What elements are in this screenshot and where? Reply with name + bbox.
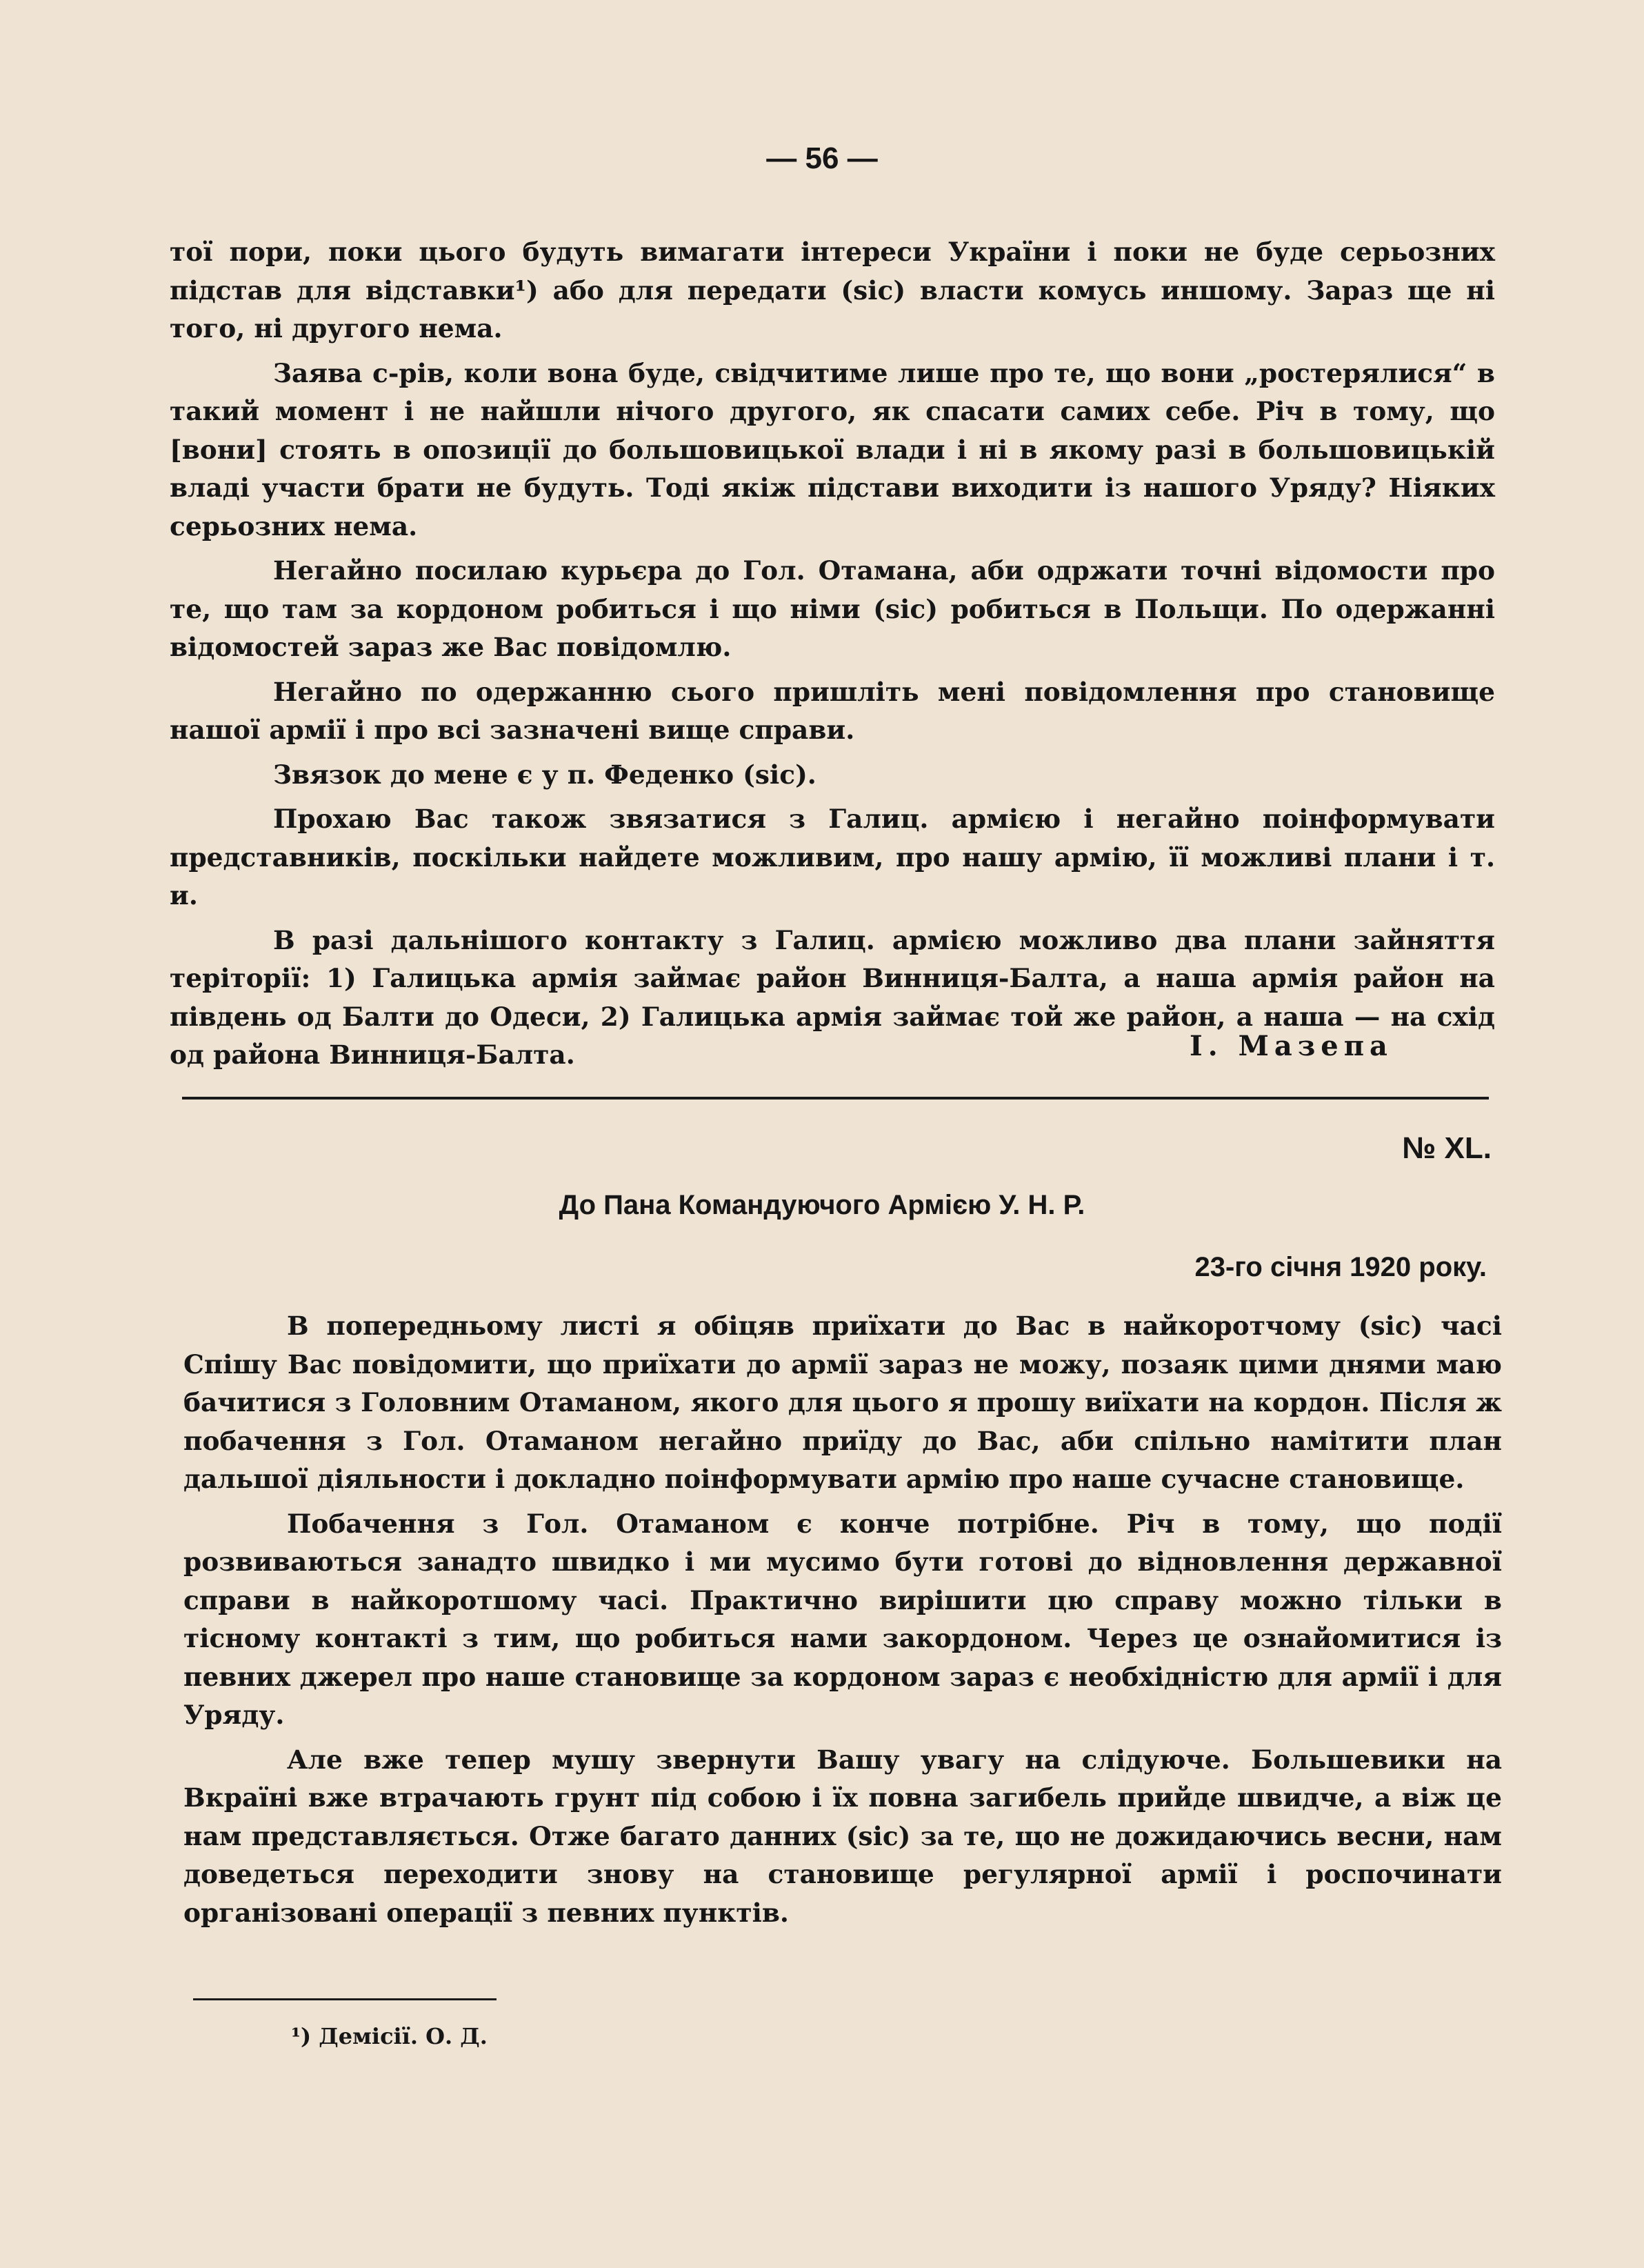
letter-body [183, 1307, 1502, 1938]
paragraph: Прохаю Вас також звязатися з Галиц. армією і негайно поінформувати представників, поскільки найдете можливим, про нашу армію, її можливі плани і т. и. [170, 804, 1495, 911]
paragraph: Побачення з Гол. Отаманом є конче потрібне. Річ в тому, що події розвиваються занадто швидко і ми мусимо бути готові до відновлення державної справи в найкоротшому часі. Практично вирішити цю справу можно тільки в тісному контакті з тим, що робиться нами закордоном. Через це ознайомитися із певних джерел про наше становище за кордоном зараз є необхідністю для армії і для Уряду. [183, 1508, 1502, 1730]
signature: І. Мазепа [1190, 1030, 1393, 1062]
footnote: ¹) Демісії. О. Д. [291, 2023, 488, 2049]
document-date: 23-го січня 1920 року. [1194, 1252, 1487, 1282]
paragraph: Негайно по одержанню сього пришліть мені повідомлення про становище нашої армії і про всі зазначені вище справи. [170, 676, 1495, 745]
paragraph: Негайно посилаю курьєра до Гол. Отамана, аби одржати точні відомости про те, що там за кордоном робиться і що німи (sic) робиться в Польщи. По одержанні відомостей зараз же Вас повідомлю. [170, 555, 1495, 662]
paragraph: тої пори, поки цього будуть вимагати інтереси України і поки не буде серьозних підстав для відставки¹) або для передати (sic) власти комусь иншому. Зараз ще ні того, ні другого нема. [170, 237, 1495, 344]
letter-continuation [170, 233, 1495, 1081]
paragraph: В попередньому листі я обіцяв приїхати до Вас в найкоротчому (sic) часі Спішу Вас повідомити, що приїхати до армії зараз не можу, позаяк цими днями маю бачитися з Головним Отаманом, якого для цього я прошу виїхати на кордон. Після ж побачення з Гол. Отаманом негайно приїду до Вас, аби спільно намітити план дальшої діяльности і докладно поінформувати армію про наше сучасне становище. [183, 1311, 1502, 1494]
paragraph: Звязок до мене є у п. Феденко (sic). [273, 759, 816, 790]
page-number: — 56 — [766, 141, 878, 175]
paragraph: Заява с-рів, коли вона буде, свідчитиме лише про те, що вони „ростерялися“ в такий момент і не найшли нічого другого, як спасати самих себе. Річ в тому, що [вони] стоять в опозиції до большовицької влади і ні в якому разі в большовицькій владі участи брати не будуть. Тоді якіж підстави виходити із нашого Уряду? Ніяких серьозних нема. [170, 357, 1495, 541]
footnote-divider [193, 1998, 497, 2000]
section-divider [182, 1097, 1489, 1100]
paragraph: В разі дальнішого контакту з Галиц. армією можливо два плани зайняття теріторії: 1) Галицька армія займає район Винниця-Балта, а наша армія район на південь од Балти до Одеси, 2) Галицька армія займає той же район, а наша — на схід од района Винниця-Балта. [170, 924, 1495, 1070]
paragraph: Але вже тепер мушу звернути Вашу увагу на слідуюче. Большевики на Вкраїні вже втрачають грунт під собою і їх повна загибель прийде швидче, а віж це нам представляється. Отже багато данних (sic) за те, що не дожидаючись весни, нам доведеться переходити знову на становище регулярної армії і роспочинати організовані операції з певних пунктів. [183, 1744, 1502, 1928]
document-address: До Пана Командуючого Армією У. Н. Р. [559, 1190, 1085, 1220]
document-number: № XL. [1402, 1131, 1492, 1165]
